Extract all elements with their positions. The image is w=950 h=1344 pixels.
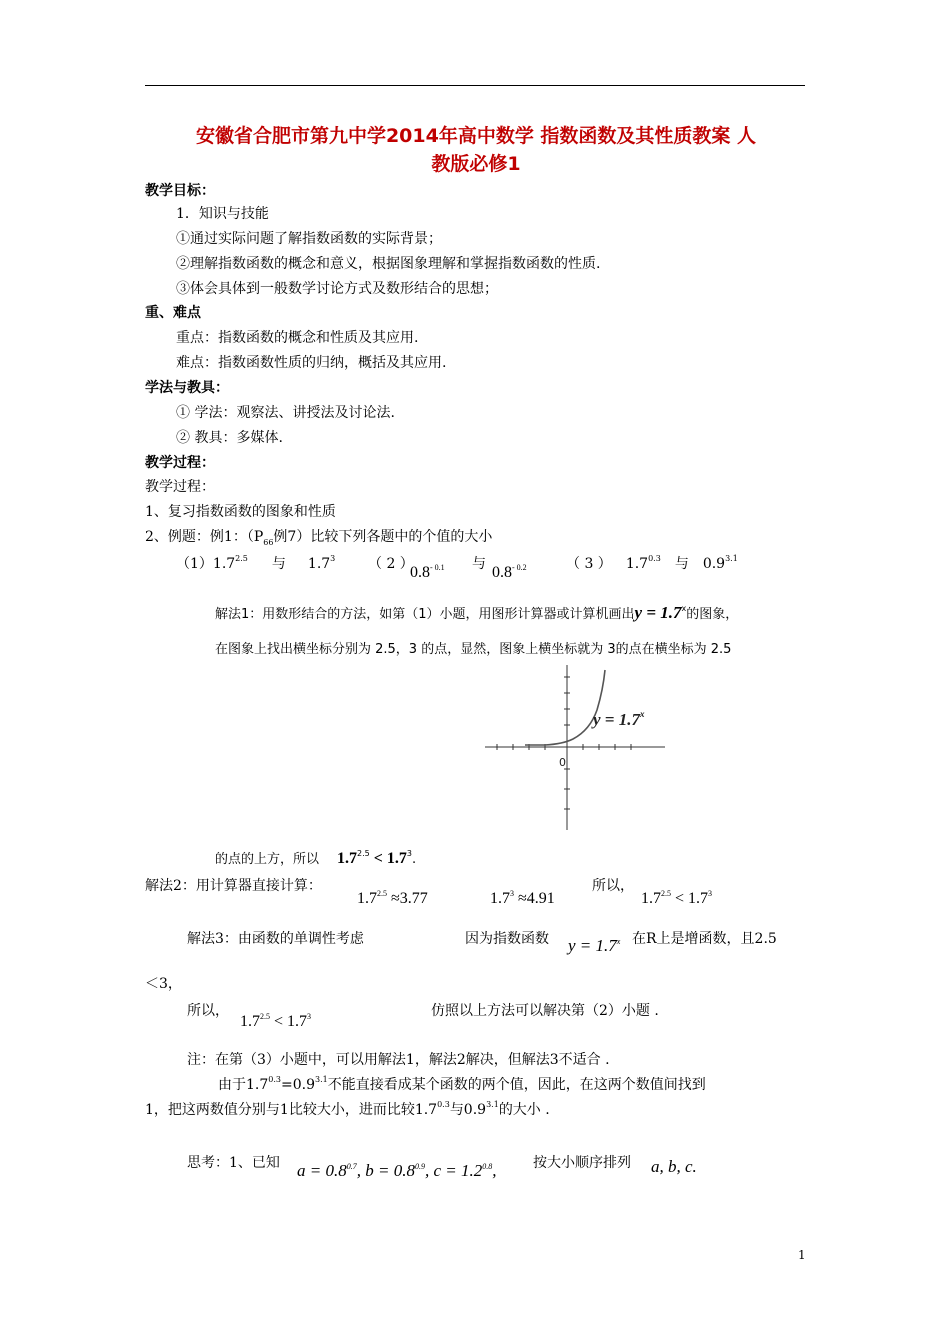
solution2-lead: 解法2：用计算器直接计算： [145,878,322,894]
header-rule [145,85,805,86]
objective-item: ①通过实际问题了解指数函数的实际背景； [176,231,442,247]
problem-2-b: $0.8^{- 0.2}$ [492,563,527,581]
difficult-point: 难点：指数函数性质的归纳，概括及其应用. [176,355,447,371]
solution1-line2: 在图象上找出横坐标分别为 2.5，3 的点，显然，图象上横坐标就为 3的点在横坐标为 2.5 [215,642,732,657]
solution3-result: $1.7^{2.5} < 1.7^3$ [240,1012,312,1030]
think-tail: 按大小顺序排列 [533,1155,631,1171]
problem-3: （ 3 ） $1.7^{0.3}$ 与 $0.9^{3.1}$ [566,554,738,572]
problem-2-and: 与 [472,556,486,572]
solution2-so: 所以， [592,878,634,894]
solution3-because: 因为指数函数 [465,931,549,947]
process-heading: 教学过程： [145,455,215,471]
objective-item: ②理解指数函数的概念和意义，根据图象理解和掌握指数函数的性质. [176,256,601,272]
page-number: 1 [798,1248,806,1262]
graph-origin: 0 [559,756,566,769]
process-step2: 2、例题：例1：（$P_{66}$例7）比较下列各题中的个值的大小 [145,529,493,547]
doc-title-line1: 安徽省合肥市第九中学2014年高中数学 指数函数及其性质教案 人 [195,125,757,147]
solution3-follow: 仿照以上方法可以解决第（2）小题 . [431,1003,659,1019]
solution1-line1: 解法1：用数形结合的方法，如第（1）小题，用图形计算器或计算机画出$y = 1.7^x$的图象， [215,603,739,622]
problem-2-label: （ 2 ） [368,556,414,572]
keypoints-heading: 重、难点 [145,305,201,321]
solution1-conclusion: 的点的上方，所以 $1.7^{2.5} < 1.7^3$. [215,849,417,867]
note-line1: 注：在第（3）小题中，可以用解法1，解法2解决，但解法3不适合 . [187,1052,610,1068]
solution3-eq: $y = 1.7^x$ [568,936,621,955]
note-line2: 由于$1.7^{0.3}=0.9^{3.1}$不能直接看成某个函数的两个值，因此，在这两个数值间找到 [218,1075,706,1093]
exponential-graph [485,665,665,830]
objective-item: ③体会具体到一般数学讨论方式及数形结合的思想； [176,281,498,297]
method-tools: ② 教具：多媒体. [176,430,283,446]
solution2-result: $1.7^{2.5} < 1.7^3$ [641,889,713,907]
solution3-lead: 解法3：由函数的单调性考虑 [187,931,364,947]
solution2-v2: $1.7^3 \approx 4.91$ [490,889,555,907]
problem-1: $(1)1.7^{2.5}$ 与 $1.7^3$ [176,554,336,572]
solution3-tail: 在R上是增函数，且2.5 [632,931,777,947]
methods-heading: 学法与教具： [145,380,229,396]
think-lead: 思考：1、已知 [187,1155,280,1171]
note-line3: 1，把这两数值分别与1比较大小，进而比较$1.7^{0.3}$与$0.9^{3.1}$的大小 . [145,1100,550,1118]
method-study: ① 学法：观察法、讲授法及讨论法. [176,405,395,421]
solution3-cont: ＜3， [145,976,182,992]
objectives-heading: 教学目标： [145,183,215,199]
process-intro: 教学过程： [145,479,215,495]
doc-title-line2: 教版必修1 [431,153,521,175]
solution3-so: 所以， [187,1003,229,1019]
think-expr: $a = 0.8^{0.7}$, $b = 0.8^{0.9}$, $c = 1.2^{0.8}$, [297,1161,497,1180]
curve-y-1.7x [525,670,605,745]
solution2-v1: $1.7^{2.5} \approx 3.77$ [357,889,428,907]
key-point: 重点：指数函数的概念和性质及其应用. [176,330,419,346]
objectives-sub: 1．知识与技能 [176,206,269,222]
problem-2-a: $0.8^{- 0.1}$ [410,563,445,581]
process-step1: 1、复习指数函数的图象和性质 [145,504,336,520]
think-vars: a, b, c. [651,1157,697,1176]
graph-label: $y = 1.7^x$ [593,709,645,729]
